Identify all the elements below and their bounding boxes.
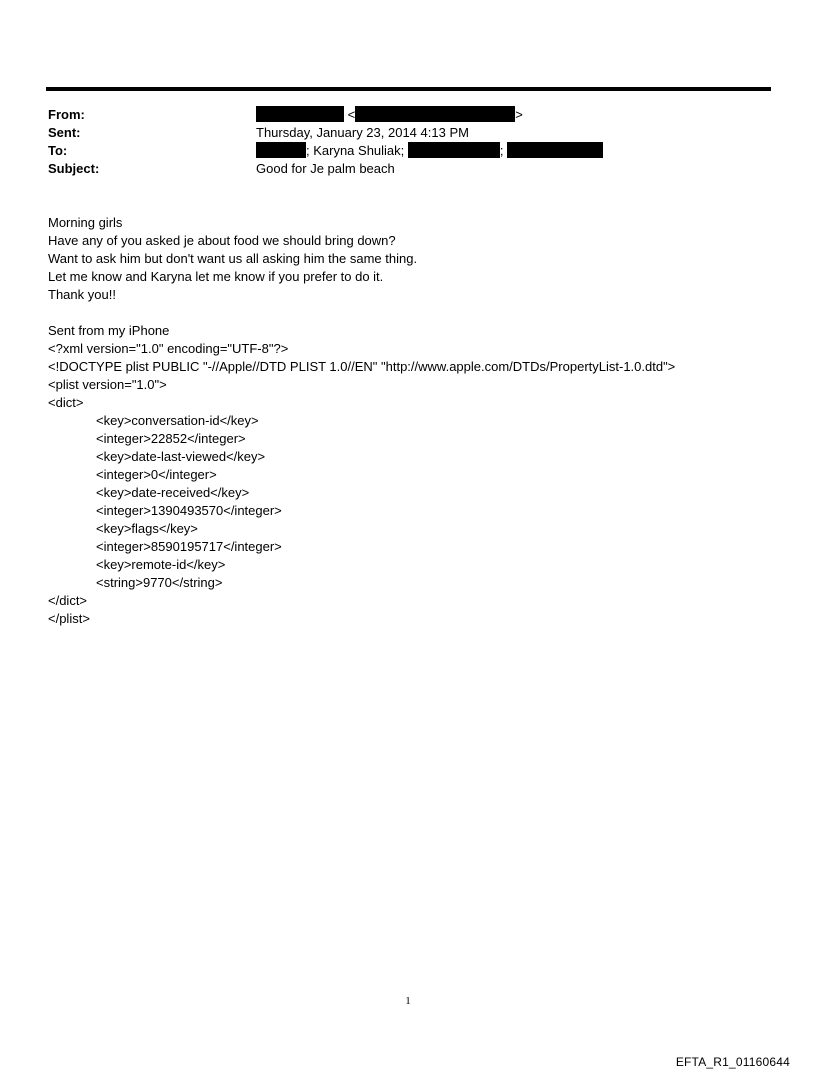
plist-entry: <key>conversation-id</key>: [96, 413, 259, 428]
page-number: 1: [405, 995, 411, 1007]
redaction-box: [408, 142, 500, 158]
redaction-box: [355, 106, 515, 122]
from-bracket-close: >: [515, 107, 523, 122]
plist-entry: <key>remote-id</key>: [96, 557, 226, 572]
redaction-box: [507, 142, 603, 158]
to-label: To:: [48, 143, 68, 158]
plist-line: <dict>: [48, 395, 84, 410]
plist-entry: <key>date-received</key>: [96, 485, 250, 500]
plist-entry: <integer>1390493570</integer>: [96, 503, 282, 518]
plist-entry: <key>flags</key>: [96, 521, 198, 536]
to-recipient-named: ; Karyna Shuliak;: [306, 143, 405, 158]
subject-row: [48, 160, 748, 178]
from-bracket-open: <: [347, 107, 356, 122]
plist-entry: <integer>8590195717</integer>: [96, 539, 282, 554]
message-line: Want to ask him but don't want us all asking him the same thing.: [48, 251, 418, 266]
subject-label: Subject:: [48, 161, 100, 176]
plist-entry: <integer>22852</integer>: [96, 431, 246, 446]
plist-line: </dict>: [48, 593, 88, 608]
to-separator: ;: [499, 143, 504, 158]
from-value: [256, 106, 523, 124]
from-label: From:: [48, 107, 85, 122]
plist-line: <!DOCTYPE plist PUBLIC "-//Apple//DTD PLIST 1.0//EN" "http://www.apple.com/DTDs/PropertyList-1.0.dtd">: [48, 359, 676, 374]
bates-number: EFTA_R1_01160644: [675, 1055, 790, 1069]
message-line: Let me know and Karyna let me know if you prefer to do it.: [48, 269, 384, 284]
sent-value: Thursday, January 23, 2014 4:13 PM: [256, 125, 469, 140]
message-line: Have any of you asked je about food we should bring down?: [48, 233, 396, 248]
message-line: Morning girls: [48, 215, 123, 230]
plist-line: <?xml version="1.0" encoding="UTF-8"?>: [48, 341, 289, 356]
from-row: [48, 106, 748, 124]
to-row: [48, 142, 748, 160]
plist-line: </plist>: [48, 611, 90, 626]
email-body: [48, 214, 788, 628]
to-value: [256, 142, 603, 160]
plist-entry: <string>9770</string>: [96, 575, 223, 590]
sent-row: [48, 124, 748, 142]
blank-line: [48, 304, 788, 322]
plist-entry: <key>date-last-viewed</key>: [96, 449, 266, 464]
sent-label: Sent:: [48, 125, 81, 140]
redaction-box: [256, 106, 344, 122]
top-divider: [46, 87, 771, 91]
message-line: Thank you!!: [48, 287, 116, 302]
redaction-box: [256, 142, 306, 158]
subject-value: Good for Je palm beach: [256, 161, 395, 176]
plist-entry: <integer>0</integer>: [96, 467, 217, 482]
signature-line: Sent from my iPhone: [48, 323, 170, 338]
email-header: [48, 106, 748, 178]
plist-line: <plist version="1.0">: [48, 377, 167, 392]
